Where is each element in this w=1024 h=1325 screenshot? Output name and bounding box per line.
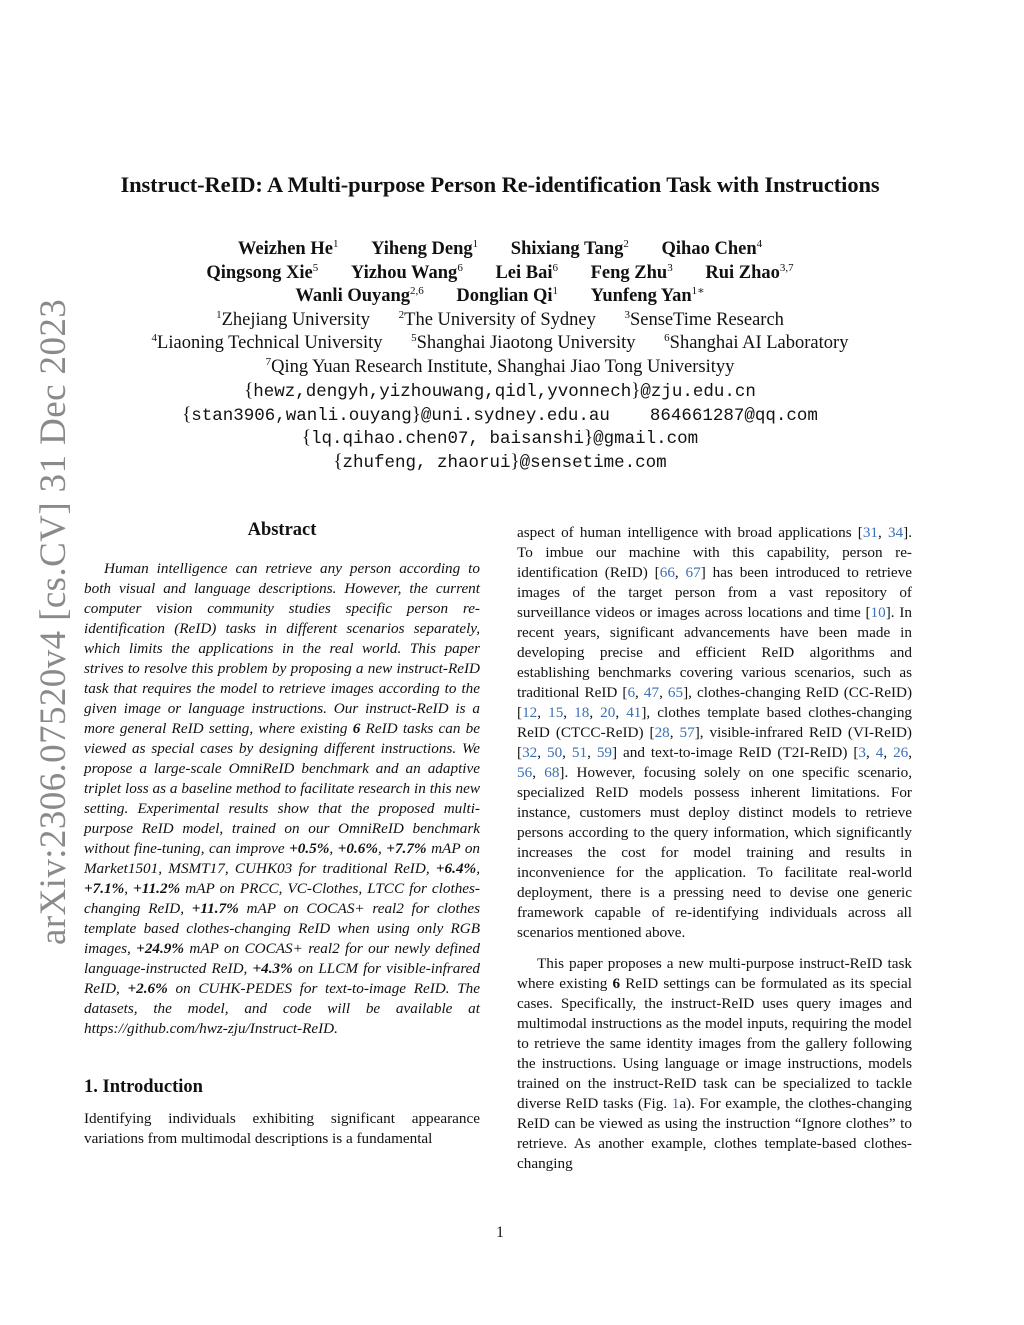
citation-link[interactable]: 20 bbox=[600, 704, 616, 721]
author-name: Yizhou Wang$^6$ bbox=[350, 261, 463, 283]
citation-link[interactable]: 6 bbox=[627, 684, 636, 701]
citation-link[interactable]: 50 bbox=[546, 744, 563, 761]
affiliation: $^1$Zhejiang University bbox=[216, 308, 371, 330]
paper-title: Instruct-ReID: A Multi-purpose Person Re-identification Task with Instructions bbox=[120, 172, 880, 197]
affiliation-row bbox=[0, 356, 1000, 380]
author-name: Shixiang Tang$^2$ bbox=[510, 238, 629, 259]
email-line: {hewz,dengyh,yizhouwang,qidl,yvonnech}@zju.edu.cn bbox=[244, 380, 756, 402]
author-name: Rui Zhao$^{3,7}$ bbox=[705, 261, 794, 283]
author-name: Feng Zhu$^3$ bbox=[590, 261, 673, 283]
email-line: {lq.qihao.chen07, baisanshi}@gmail.com bbox=[301, 427, 699, 449]
affiliation-row bbox=[0, 332, 1000, 356]
citation-link[interactable]: 51 bbox=[571, 744, 588, 761]
citation-link[interactable]: 41 bbox=[626, 704, 642, 721]
author-row bbox=[0, 285, 1000, 309]
intro-paragraph-continued: aspect of human intelligence with broad applications [31, 34]. To imbue our machine with this capability, person re-identification (ReID) [66, 67] has been introduced to retrieve images of the target person from a vast repository of surveillance videos or images across locations and time [10]. In recent years, significant advancements have been made in developing precise and efficient ReID algorithms and establishing benchmarks covering various scenarios, such as traditional ReID [6, 47, 65], clothes-changing ReID (CC-ReID) [12, 15, 18, 20, 41], clothes template based clothes-changing ReID (CTCC-ReID) [28, 57], visible-infrared ReID (VI-ReID) [32, 50, 51, 59] and text-to-image ReID (T2I-ReID) [3, 4, 26, 56, 68]. However, focusing solely on one specific scenario, specialized ReID models possess inherent limitations. For instance, customers must deploy distinct models to retrieve persons according to the query information, which significantly increases the cost for model training and results in inconvenience for the application. To facilitate real-world deployment, there is a pressing need to devise one generic framework capable of re-identifying individuals across all scenarios mentioned above. bbox=[517, 524, 913, 941]
citation-link[interactable]: 26 bbox=[893, 744, 909, 761]
citation-link[interactable]: 56 bbox=[517, 764, 533, 781]
author-name: Yunfeng Yan$^{1∗}$ bbox=[590, 285, 705, 306]
section-heading: 1. Introduction bbox=[84, 1077, 203, 1097]
abstract-text: Human intelligence can retrieve any person according to both visual and language descriptions. However, the current computer vision community studies specific person re-identification (ReID) tasks in different scenarios separately, which limits the applications in the real world. This paper strives to resolve this problem by proposing a new instruct-ReID task that requires the model to retrieve images according to the given image or language instructions. Our instruct-ReID is a more general ReID setting, where existing 6 ReID tasks can be viewed as special cases by designing different instructions. We propose a large-scale OmniReID benchmark and an adaptive triplet loss as a baseline method to facilitate research in this new setting. Experimental results show that the proposed multi-purpose ReID model, trained on our OmniReID benchmark without fine-tuning, can improve +0.5%, +0.6%, +7.7% mAP on Market1501, MSMT17, CUHK03 for traditional ReID, +6.4%, +7.1%, +11.2% mAP on PRCC, VC-Clothes, LTCC for clothes-changing ReID, +11.7% mAP on COCAS+ real2 for clothes template based clothes-changing ReID when using only RGB images, +24.9% mAP on COCAS+ real2 for our newly defined language-instructed ReID, +4.3% on LLCM for visible-infrared ReID, +2.6% on CUHK-PEDES for text-to-image ReID. The datasets, the model, and code will be available at https://github.com/hwz-zju/Instruct-ReID. bbox=[84, 560, 481, 1037]
author-name: Weizhen He$^1$ bbox=[237, 238, 339, 259]
citation-link[interactable]: 32 bbox=[522, 744, 538, 761]
intro-paragraph: This paper proposes a new multi-purpose instruct-ReID task where existing 6 ReID settings can be formulated as its special cases. Specifically, the instruct-ReID uses query images and multimodal instructions as the model inputs, requiring the model to retrieve the same identity images from the gallery following the instructions. Using language or image instructions, models trained on the instruct-ReID task can be specialized to tackle diverse ReID tasks (Fig. 1a). For example, the clothes-changing ReID can be viewed as using the instruction “Ignore clothes” to retrieve. As another example, clothes template-based clothes-changing bbox=[517, 955, 913, 1172]
author-name: Yiheng Deng$^1$ bbox=[371, 238, 479, 259]
citation-link[interactable]: 67 bbox=[685, 564, 701, 581]
affiliation: $^2$The University of Sydney bbox=[398, 308, 596, 330]
author-name: Qingsong Xie$^5$ bbox=[206, 261, 319, 283]
right-column bbox=[517, 523, 912, 1174]
email-line: {zhufeng, zhaorui}@sensetime.com bbox=[333, 450, 667, 473]
affiliation: $^5$Shanghai Jiaotong University bbox=[411, 332, 636, 353]
author-block bbox=[0, 238, 1000, 473]
citation-link[interactable]: 18 bbox=[574, 704, 590, 721]
email-line: {stan3906,wanli.ouyang}@uni.sydney.edu.au 864661287@qq.com bbox=[182, 403, 818, 426]
affiliation: $^6$Shanghai AI Laboratory bbox=[664, 332, 849, 353]
arxiv-stamp: arXiv:2306.07520v4 [cs.CV] 31 Dec 2023 bbox=[33, 298, 74, 945]
intro-paragraph: Identifying individuals exhibiting significant appearance variations from multimodal descriptions is a fundamental bbox=[84, 1110, 480, 1147]
author-name: Donglian Qi$^1$ bbox=[456, 285, 559, 306]
citation-link[interactable]: 4 bbox=[875, 744, 884, 761]
affiliation: $^7$Qing Yuan Research Institute, Shanghai Jiao Tong Universityy bbox=[265, 355, 735, 377]
affiliation: $^3$SenseTime Research bbox=[624, 308, 784, 330]
affiliation: $^4$Liaoning Technical University bbox=[151, 332, 383, 353]
page-number: 1 bbox=[496, 1224, 504, 1241]
citation-link[interactable]: 47 bbox=[643, 684, 660, 701]
citation-link[interactable]: 66 bbox=[659, 564, 675, 581]
author-name: Lei Bai$^6$ bbox=[495, 261, 558, 283]
citation-link[interactable]: 3 bbox=[858, 744, 866, 761]
citation-link[interactable]: 68 bbox=[544, 764, 560, 781]
citation-link[interactable]: 31 bbox=[862, 524, 878, 541]
author-row bbox=[0, 238, 1000, 262]
figure-link[interactable]: 1 bbox=[671, 1095, 680, 1112]
citation-link[interactable]: 10 bbox=[870, 604, 886, 621]
citation-link[interactable]: 12 bbox=[522, 704, 538, 721]
abstract-heading: Abstract bbox=[247, 520, 317, 540]
author-name: Wanli Ouyang$^{2,6}$ bbox=[295, 285, 424, 306]
citation-link[interactable]: 57 bbox=[679, 724, 695, 741]
left-column bbox=[84, 520, 480, 1149]
citation-link[interactable]: 15 bbox=[548, 704, 564, 721]
author-row bbox=[0, 262, 1000, 286]
citation-link[interactable]: 59 bbox=[596, 744, 613, 761]
author-name: Qihao Chen$^4$ bbox=[661, 238, 763, 259]
citation-link[interactable]: 34 bbox=[887, 524, 904, 541]
citation-link[interactable]: 65 bbox=[667, 684, 684, 701]
citation-link[interactable]: 28 bbox=[654, 724, 670, 741]
affiliation-row bbox=[0, 309, 1000, 333]
